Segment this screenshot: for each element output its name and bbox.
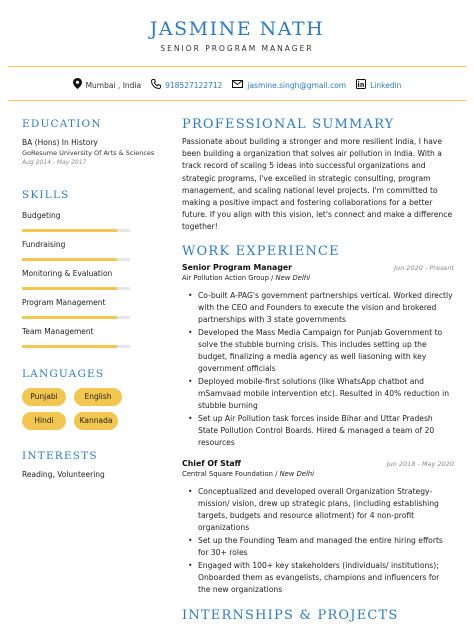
internships-heading: INTERNSHIPS & PROJECTS [182,607,399,623]
language-badge: Hindi [22,412,66,430]
left-column [22,118,162,479]
interests-heading: INTERESTS [22,450,98,462]
job-location: New Delhi [275,273,311,282]
job-bullet: • Co-built A-PAG's government partnerships vertical. Worked directly with the CEO and Founders to execute the vision and brokered partnerships with 3 state governments [188,290,454,326]
skill-bar [22,316,130,319]
skills-list [22,205,162,350]
job-bullets [188,290,454,449]
location-pin-icon [73,78,82,92]
linkedin-link[interactable]: Linkedin [370,80,402,90]
contact-linkedin[interactable] [356,79,401,92]
language-badge: Punjabi [22,388,66,406]
job-org-name: Central Square Foundation [182,469,273,478]
job-bullet: • Conceptualized and developed overall Organization Strategy- mission/ vision, drew up strategic plans, (including establishing targets, budgets and resource allotment) for 4 non-profit organizations [188,486,454,534]
location-text: Mumbai , India [85,80,142,90]
education-dates: Aug 2014 - May 2017 [22,159,87,166]
candidate-name: JASMINE NATH [149,18,325,40]
skill-item [22,321,162,350]
education-school: GoResume University Of Arts & Sciences [22,149,155,157]
email-link[interactable]: jasmine.singh@gmail.com [247,80,347,90]
job-bullet: • Set up Air Pollution task forces inside Bihar and Uttar Pradesh State Pollution Control Boards. Hired & managed a team of 20 resources [188,413,454,449]
skill-item [22,205,162,234]
education-degree: BA (Hons) In History [22,138,98,147]
job-location: New Delhi [279,469,315,478]
phone-link[interactable]: 918527122712 [165,80,223,90]
skill-label: Budgeting [22,211,61,220]
candidate-title: SENIOR PROGRAM MANAGER [160,44,314,53]
skill-label: Monitoring & Evaluation [22,269,113,278]
language-badge: English [74,388,122,406]
skill-bar-fill [22,287,117,290]
contact-location [73,78,142,92]
job-entry [182,263,454,449]
skill-label: Program Management [22,298,106,307]
job-organization: Air Pollution Action Group / New Delhi [182,273,311,282]
job-bullet: • Set up the Founding Team and managed the entire hiring efforts for 30+ roles [188,535,454,559]
skill-bar [22,345,130,348]
skill-item [22,263,162,292]
job-dates: Jun 2018 - May 2020 [386,459,454,468]
job-organization: Central Square Foundation / New Delhi [182,469,315,478]
skill-bar [22,287,130,290]
right-column [182,117,454,627]
languages-list [22,388,132,430]
education-heading: EDUCATION [22,118,102,130]
skills-heading: SKILLS [22,189,70,201]
job-title: Chief Of Staff [182,458,241,468]
resume-header [0,0,474,100]
skill-bar-fill [22,345,117,348]
header-divider-top [8,66,466,67]
skill-bar [22,229,130,232]
job-org-name: Air Pollution Action Group [182,273,269,282]
job-bullets [188,486,454,596]
job-dates: Jun 2020 - Present [394,263,454,272]
linkedin-icon [356,79,366,92]
skill-bar-fill [22,229,117,232]
job-entry [182,459,454,596]
skill-label: Fundraising [22,240,66,249]
skill-bar-fill [22,316,117,319]
language-badge: Kannada [74,412,118,430]
skill-label: Team Management [22,327,94,336]
skill-item [22,292,162,321]
job-bullet: • Developed the Mass Media Campaign for Punjab Government to solve the stubble burning crisis. This includes setting up the budget, finalizing a media agency as well liasoning with key government officials [188,327,454,375]
skill-bar-fill [22,258,117,261]
summary-heading: PROFESSIONAL SUMMARY [182,117,395,132]
summary-text: Passionate about building a stronger and more resilient India, I have been building a organization that solves air pollution in India. With a track record of scaling 5 ideas into successful organizations and strategic programs, I've excelled in strategic consulting, program management, and scaling national level projects. I'm committed to making a positive impact and fostering collaborations for a better future. If you align with this vision, let's connect and make a difference together! [182,137,453,232]
experience-heading: WORK EXPERIENCE [182,243,340,259]
header-divider-bottom [8,100,466,101]
job-bullet: • Engaged with 100+ key stakeholders (individuals/ institutions); Onboarded them as evangelists, champions and influencers for the new organizations [188,560,454,596]
contact-bar [0,78,474,92]
languages-heading: LANGUAGES [22,368,105,380]
email-icon [232,80,243,91]
contact-email[interactable] [232,80,346,91]
skill-item [22,234,162,263]
job-bullet: • Deployed mobile-first solutions (like WhatsApp chatbot and mSamvaad mobile intervention etc). Resulted in 40% reduction in stubble burning [188,376,454,412]
job-title: Senior Program Manager [182,262,293,272]
phone-icon [151,79,161,92]
interests-text: Reading, Volunteering [22,470,105,479]
contact-phone[interactable] [151,79,222,92]
skill-bar [22,258,130,261]
